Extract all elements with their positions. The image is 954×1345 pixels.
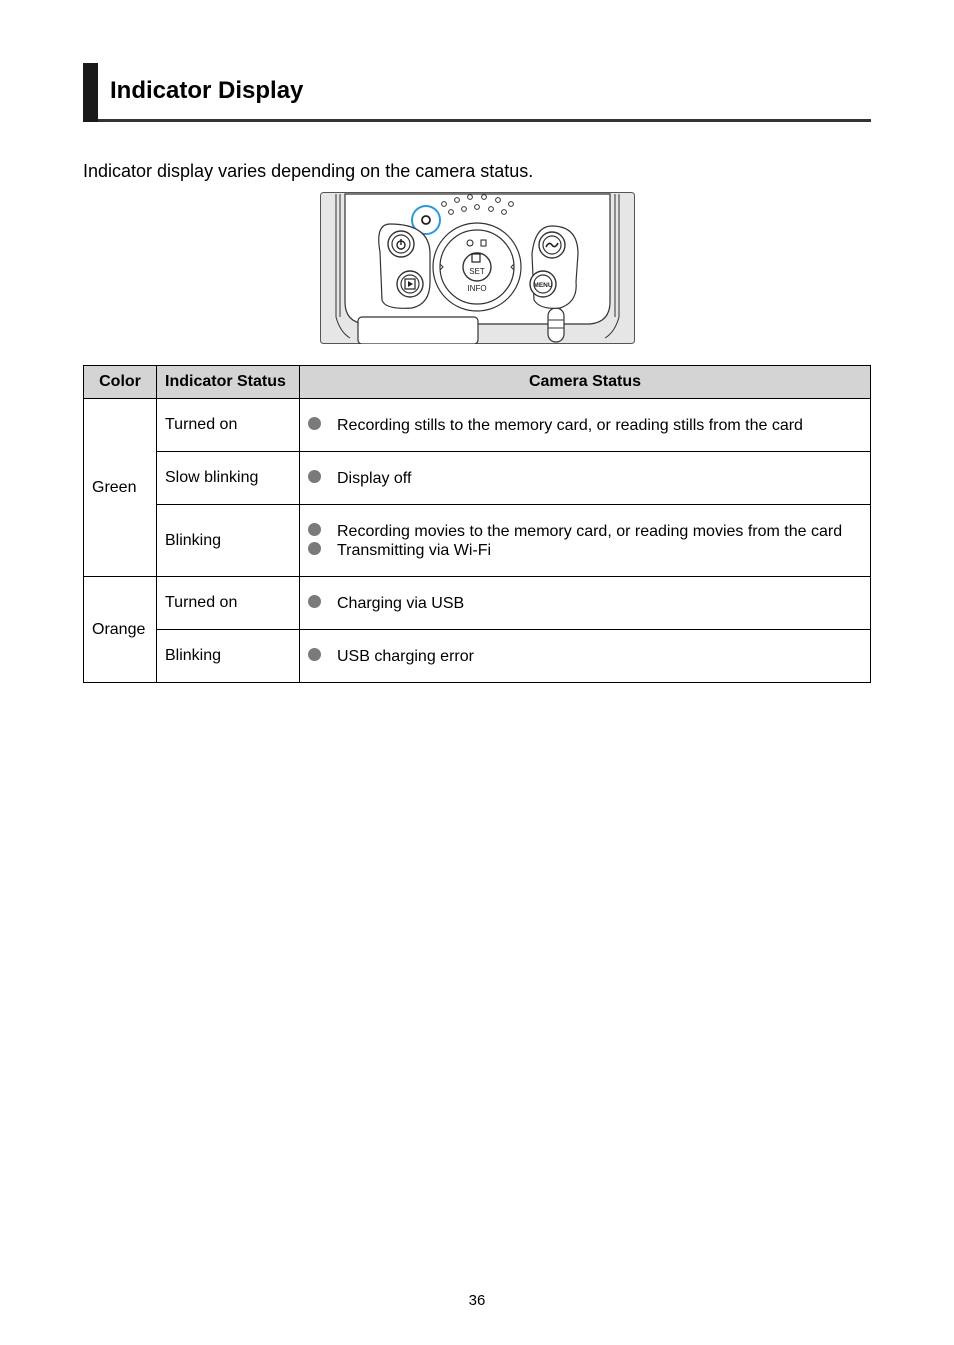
indicator-cell: Blinking <box>157 630 300 683</box>
header-color: Color <box>84 366 157 399</box>
header-indicator-status: Indicator Status <box>157 366 300 399</box>
camera-back-illustration <box>320 192 635 344</box>
indicator-cell: Blinking <box>157 505 300 577</box>
status-item <box>308 522 862 541</box>
indicator-lamp <box>422 216 430 224</box>
bullet-icon <box>308 417 321 430</box>
status-item <box>308 541 862 560</box>
status-text: Charging via USB <box>337 594 465 612</box>
camera-status-cell <box>300 505 871 577</box>
status-text: Recording movies to the memory card, or reading movies from the card <box>337 522 843 540</box>
bullet-icon <box>308 595 321 608</box>
bullet-icon <box>308 648 321 661</box>
status-item <box>308 469 862 488</box>
camera-status-cell <box>300 452 871 505</box>
table-row <box>84 505 871 577</box>
status-text: Recording stills to the memory card, or reading stills from the card <box>337 416 803 434</box>
header-accent-bar <box>83 63 98 122</box>
camera-status-cell <box>300 399 871 452</box>
color-cell: Green <box>84 399 157 577</box>
bullet-icon <box>308 470 321 483</box>
camera-status-cell <box>300 630 871 683</box>
bullet-icon <box>308 542 321 555</box>
color-cell: Orange <box>84 577 157 683</box>
status-text: Transmitting via Wi-Fi <box>337 541 492 559</box>
intro-text: Indicator display varies depending on the camera status. <box>83 161 534 181</box>
page-number: 36 <box>468 1292 486 1309</box>
status-item <box>308 647 862 666</box>
indicator-status-table <box>83 365 871 683</box>
status-item <box>308 416 862 435</box>
table-row <box>84 399 871 452</box>
table-row <box>84 452 871 505</box>
page-title: Indicator Display <box>110 77 304 104</box>
menu-label: MENU <box>533 282 553 289</box>
indicator-cell: Turned on <box>157 577 300 630</box>
indicator-cell: Slow blinking <box>157 452 300 505</box>
status-item <box>308 594 862 613</box>
status-text: USB charging error <box>337 647 474 665</box>
status-text: Display off <box>337 469 412 487</box>
page-header <box>83 63 871 122</box>
bullet-icon <box>308 523 321 536</box>
info-label: INFO <box>467 284 487 293</box>
header-camera-status: Camera Status <box>300 366 871 399</box>
set-label: SET <box>469 267 485 276</box>
camera-status-cell <box>300 577 871 630</box>
table-row <box>84 630 871 683</box>
indicator-cell: Turned on <box>157 399 300 452</box>
table-row <box>84 577 871 630</box>
